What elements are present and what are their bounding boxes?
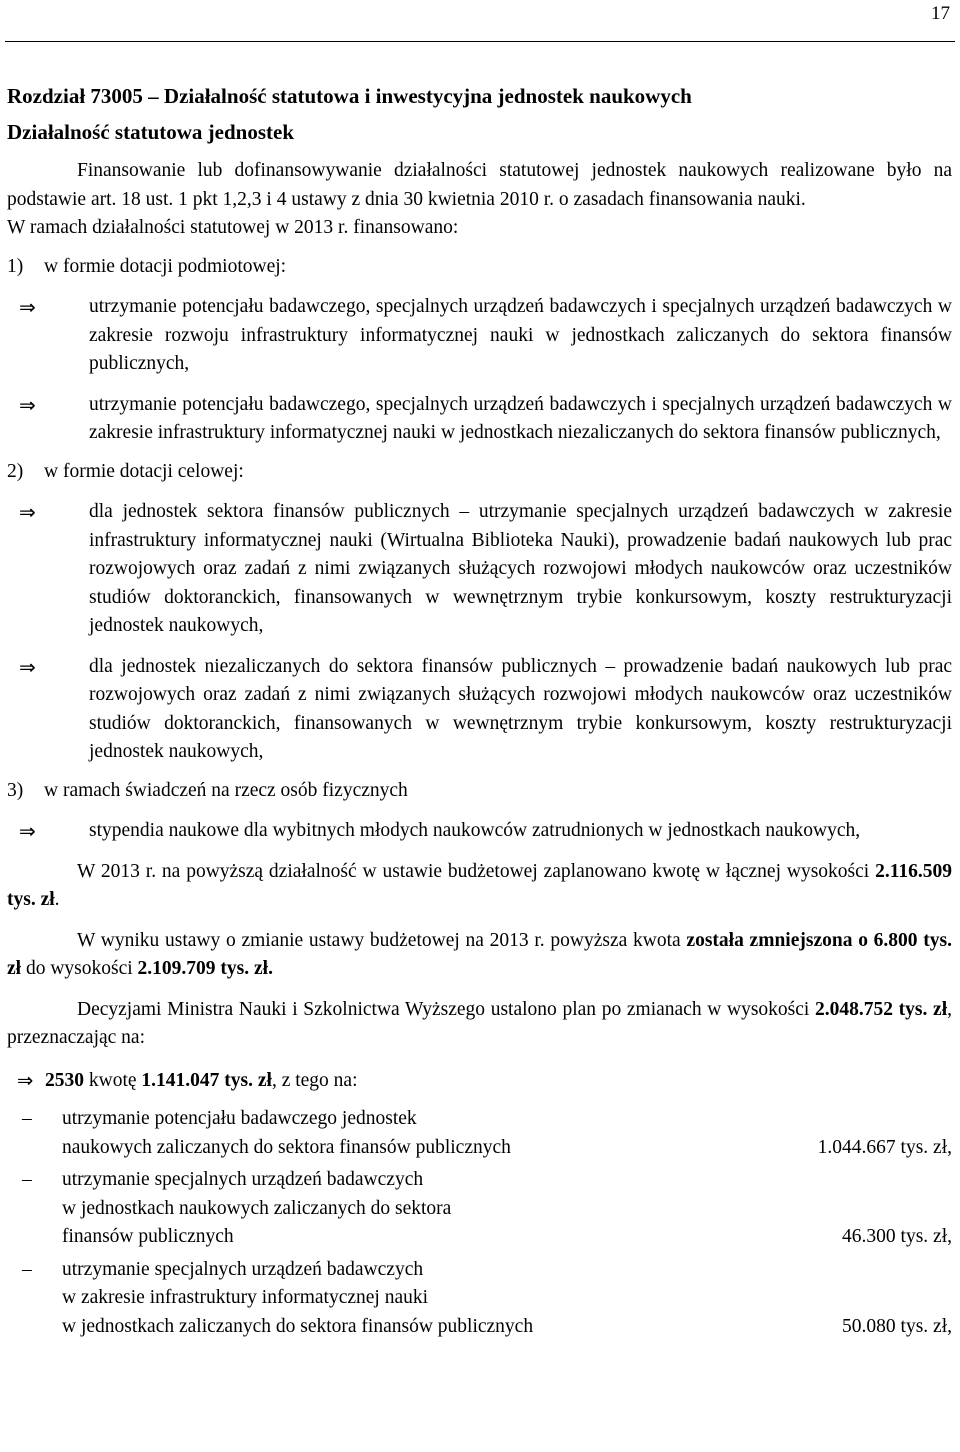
plan-end: . [54,889,60,910]
intro-line: W ramach działalności statutowej w 2013 r. finansowano: [7,217,459,238]
plan-text: W 2013 r. na powyższą działalność w ustawie budżetowej zaplanowano kwotę w łącznej wysokości [77,860,876,882]
decision-text: Decyzjami Ministra Nauki i Szkolnictwa Wyższego ustalono plan po zmianach w wysokości [77,998,815,1020]
bullet-text: utrzymanie potencjału badawczego, specjalnych urządzeń badawczych i specjalnych urządzeń badawczych w zakresie rozwoju infrastruktury informatycznej nauki w jednostkach zaliczanych do sektora finansów publicznych, [89,296,952,374]
document-body [7,81,952,1341]
section-heading: Działalność statutowa jednostek [7,120,294,144]
reduction-total: 2.109.709 tys. zł. [137,958,273,979]
header-rule [5,41,955,42]
list-title: w ramach świadczeń na rzecz osób fizycznych [44,779,408,801]
bullet-text: dla jednostek sektora finansów publicznych – utrzymanie specjalnych urządzeń badawczych w zakresie infrastruktury informatycznej nauki (Wirtualna Biblioteka Nauki), prowadzenie badań naukowych lub prac rozwojowych oraz zadań z nimi związanych służących rozwojowi młodych naukowców oraz uczestników studiów doktoranckich, finansowanych w wewnętrznym trybie konkursowym, koszty restrukturyzacji jednostek naukowych, [89,501,952,636]
double-arrow-icon: ⇒ [19,819,36,843]
list-title: w formie dotacji podmiotowej: [44,255,287,277]
section-2530 [7,1067,952,1096]
section-2530-text [45,1067,358,1096]
plan-amount: 2.116.509 tys. zł [7,860,952,910]
list-item-2 [7,458,952,487]
bullet-text: stypendia naukowe dla wybitnych młodych naukowców zatrudnionych w jednostkach naukowych, [89,820,861,841]
page-number: 17 [931,3,950,24]
section-amount: 1.141.047 tys. zł [141,1069,272,1091]
double-arrow-icon: ⇒ [19,392,36,417]
breakdown-desc: utrzymanie specjalnych urządzeń badawczych w jednostkach naukowych zaliczanych do sektora finansów publicznych [62,1169,452,1247]
list-number: 2) [7,460,24,482]
breakdown-amount: 50.080 tys. zł, [842,1315,952,1337]
reduction-text: W wyniku ustawy o zmianie ustawy budżetowej na 2013 r. powyższa kwota [77,929,687,951]
bullet-text: dla jednostek niezaliczanych do sektora finansów publicznych – prowadzenie badań naukowych lub prac rozwojowych oraz zadań z nimi związanych służących rozwojowi młodych naukowców oraz uczestników studiów doktoranckich, finansowanych w wewnętrznym trybie konkursowym, koszty restrukturyzacji jednostek naukowych, [89,655,952,762]
section-text: kwotę [84,1069,142,1091]
list-item-3 [7,777,952,806]
dash-marker: – [22,1169,32,1190]
reduction-paragraph [7,927,952,984]
intro-paragraph: Finansowanie lub dofinansowywanie działalności statutowej jednostek naukowych realizowane było na podstawie art. 18 ust. 1 pkt 1,2,3 i 4 ustawy z dnia 30 kwietnia 2010 r. o zasadach finansowania nauki. [7,160,952,210]
double-arrow-icon: ⇒ [19,654,36,679]
plan-paragraph [7,858,952,915]
section-text-2: , z tego na: [271,1069,358,1091]
breakdown-amount: 1.044.667 tys. zł, [817,1136,952,1158]
breakdown-row [7,1105,952,1162]
section-code: 2530 [45,1069,84,1091]
list-title: w formie dotacji celowej: [44,460,244,482]
reduction-text-2: do wysokości [21,958,138,979]
reduction-amount: została zmniejszona o 6.800 tys. zł [7,929,952,979]
list-number: 1) [7,255,24,277]
bullet-text: utrzymanie potencjału badawczego, specjalnych urządzeń badawczych i specjalnych urządzeń badawczych w zakresie infrastruktury informatycznej nauki w jednostkach niezaliczanych do sektora finansów publicznych, [89,393,952,443]
dash-marker: – [22,1108,32,1129]
decision-amount: 2.048.752 tys. zł [815,998,948,1020]
list-bullet [7,293,952,379]
double-arrow-icon: ⇒ [19,295,36,319]
decision-text-2: , przeznaczając na: [7,998,952,1048]
list-bullet [7,653,952,767]
list-number: 3) [7,779,24,801]
list-bullet [7,498,952,641]
chapter-heading: Rozdział 73005 – Działalność statutowa i inwestycyjna jednostek naukowych [7,84,692,108]
breakdown-desc: utrzymanie potencjału badawczego jednostek naukowych zaliczanych do sektora finansów publicznych [62,1108,511,1158]
list-bullet [7,391,952,448]
list-item-1 [7,253,952,282]
breakdown-row [7,1256,952,1342]
right-arrow-icon: ⇒ [17,1068,34,1092]
list-bullet [7,817,952,846]
double-arrow-icon: ⇒ [19,500,36,524]
dash-marker: – [22,1258,32,1280]
decision-paragraph [7,996,952,1053]
breakdown-amount: 46.300 tys. zł, [842,1226,952,1247]
breakdown-row [7,1166,952,1252]
breakdown-desc: utrzymanie specjalnych urządzeń badawczych w zakresie infrastruktury informatycznej nauki w jednostkach zaliczanych do sektora finansów publicznych [62,1258,534,1337]
